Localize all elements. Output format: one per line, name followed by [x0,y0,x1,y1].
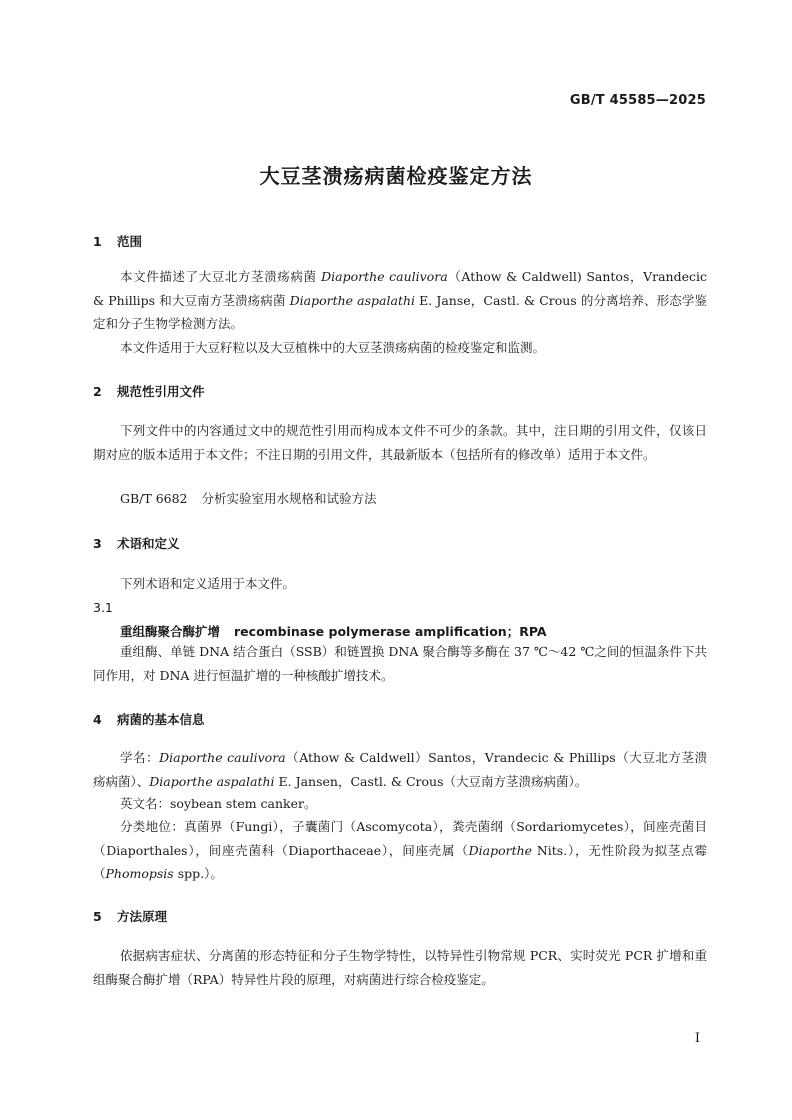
text-run: Nits.），无性阶段为拟茎点霉（ [93,842,707,881]
species-name: Diaporthe caulivora [321,269,448,284]
term-definition: 重组酶、单链 DNA 结合蛋白（SSB）和链置换 DNA 聚合酶等多酶在 37 ℃～42 ℃之间的恒温条件下共同作用，对 DNA 进行恒温扩增的一种核酸扩增技术。 [93,644,707,683]
section-number: 2 [93,384,102,399]
section-number: 1 [93,234,102,249]
text-run: E. Jansen，Castl. & Crous（大豆南方茎溃疡病菌）。 [274,773,588,789]
reference-code: GB/T 6682 [120,491,188,506]
section-2-references-paragraph: 下列文件中的内容通过文中的规范性引用而构成本文件不可少的条款。其中，注日期的引用文件，仅该日期对应的版本适用于本文件；不注日期的引用文件，其最新版本（包括所有的修改单）适用于本文件。 [93,423,707,462]
text-run: 学名： [120,750,160,765]
text-run: 分类地位：真菌界（Fungi），子囊菌门（Ascomycota），粪壳菌纲（Sordariomycetes），间座壳菌目（Diaporthales），间座壳菌科（Diaporthaceae），间座壳属（ [93,819,707,858]
term-entry [120,622,547,640]
section-title: 病菌的基本信息 [117,712,205,727]
section-5-heading [93,907,167,925]
method-principle-paragraph: 依据病害症状、分离菌的形态特征和分子生物学特性，以特异性引物常规 PCR、实时荧光 PCR 扩增和重组酶聚合酶扩增（RPA）特异性片段的原理，对病菌进行综合检疫鉴定。 [93,948,707,987]
section-1-heading [93,232,142,250]
scientific-name-paragraph [93,746,707,793]
genus-name: Diaporthe [468,842,533,858]
term-chinese: 重组酶聚合酶扩增 [120,624,221,639]
section-title: 方法原理 [117,909,168,924]
document-title: 大豆茎溃疡病菌检疫鉴定方法 [259,164,533,188]
genus-name: Phomopsis [105,866,174,881]
standard-code: GB/T 45585—2025 [569,93,706,108]
section-number: 4 [93,712,102,727]
section-4-heading [93,710,205,728]
section-1-scope-paragraph [93,265,707,336]
english-name-paragraph: 英文名：soybean stem canker。 [120,796,317,811]
species-name: Diaporthe aspalathi [289,292,416,308]
section-number: 5 [93,909,102,924]
term-number: 3.1 [93,600,113,615]
section-title: 术语和定义 [117,536,180,551]
term-english: recombinase polymerase amplification；RPA [234,624,547,639]
text-run: spp.）。 [173,866,223,881]
species-name: Diaporthe caulivora [159,750,286,765]
section-3-heading [93,534,180,552]
text-run: E. Janse，Castl. & Crous 的分离培养、形态学鉴定和分子生物学检测方法。 [93,292,708,331]
text-run: （Athow & Caldwell）Santos，Vrandecic & Phillips（大豆北方茎溃疡病菌）、 [93,750,707,789]
reference-title: 分析实验室用水规格和试验方法 [201,491,377,506]
text-run: （Athow & Caldwell) Santos，Vrandecic & Phillips 和大豆南方茎溃疡病菌 [93,269,707,308]
reference-entry [93,487,707,511]
section-1-applicability-paragraph: 本文件适用于大豆籽粒以及大豆植株中的大豆茎溃疡病菌的检疫鉴定和监测。 [120,340,546,355]
section-number: 3 [93,536,102,551]
section-2-heading [93,382,205,400]
section-title: 范围 [117,234,143,249]
page-number: I [694,1031,700,1046]
species-name: Diaporthe aspalathi [149,773,275,789]
taxonomy-paragraph [93,815,707,886]
section-3-intro: 下列术语和定义适用于本文件。 [120,576,296,591]
section-title: 规范性引用文件 [117,384,205,399]
text-run: 本文件描述了大豆北方茎溃疡病菌 [120,269,322,284]
